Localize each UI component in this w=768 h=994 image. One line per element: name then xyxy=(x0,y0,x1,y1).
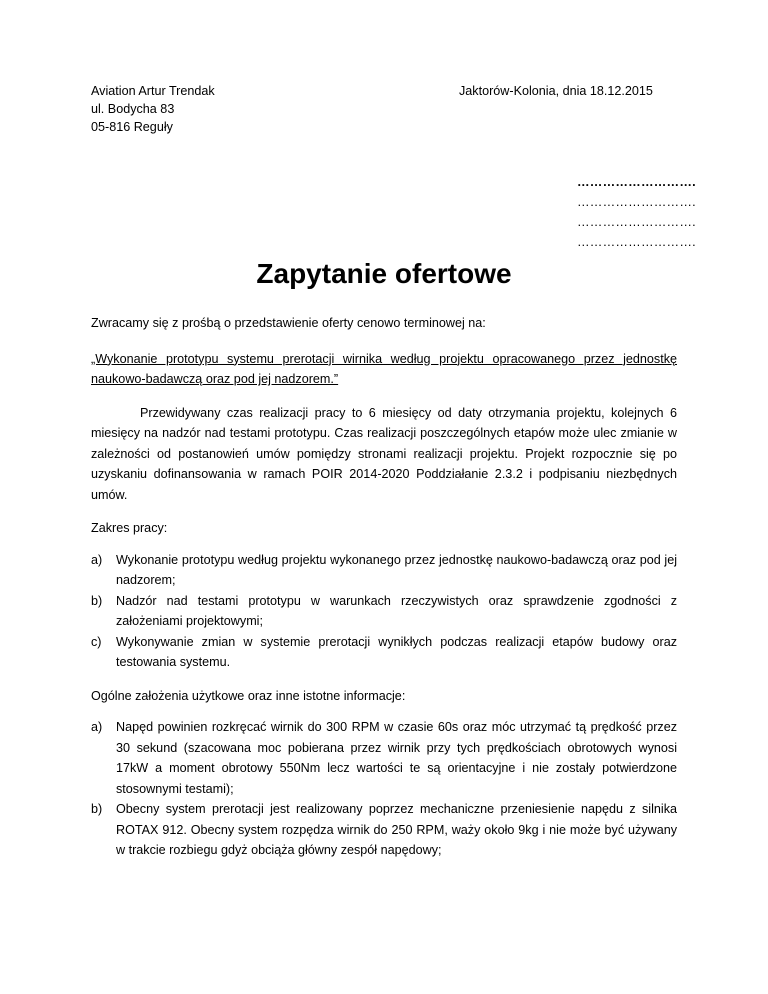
document-body xyxy=(91,313,677,874)
list-item xyxy=(91,717,677,799)
list-marker: b) xyxy=(91,593,103,608)
assumptions-list xyxy=(91,717,677,861)
list-marker: a) xyxy=(91,720,103,734)
recipient-line: ………………………. xyxy=(577,175,696,189)
subject-paragraph: „Wykonanie prototypu systemu prerotacji wirnika według projektu opracowanego przez jednostkę naukowo-badawczą oraz pod jej nadzorem.” xyxy=(91,351,677,386)
list-item-text: Obecny system prerotacji jest realizowany poprzez mechaniczne przeniesienie napędu z silnika ROTAX 912. Obecny system rozpędza wirnik do 250 RPM, waży około 9kg i nie może być używany w trakcie rozbiegu gdyż obciąża główny zespół napędowy; xyxy=(116,802,677,857)
sender-name: Aviation Artur Trendak xyxy=(91,84,215,98)
sender-street: ul. Bodycha 83 xyxy=(91,102,175,116)
list-item-text: Wykonywanie zmian w systemie prerotacji wynikłych podczas realizacji etapów budowy oraz testowania systemu. xyxy=(116,634,677,669)
list-item xyxy=(91,632,677,673)
assumptions-label: Ogólne założenia użytkowe oraz inne istotne informacje: xyxy=(91,688,406,703)
sender-address xyxy=(91,82,215,136)
description-paragraph: Przewidywany czas realizacji pracy to 6 miesięcy od daty otrzymania projektu, kolejnych 6 miesięcy na nadzór nad testami prototypu. Czas realizacji poszczególnych etapów może ulec zmianie w zależności od postanowień umów pomiędzy stronami realizacji projektu. Projekt rozpocznie się po uzyskaniu dofinansowania w ramach POIR 2014-2020 Poddziałanie 2.3.2 i podpisaniu niezbędnych umów. xyxy=(91,405,677,502)
intro-paragraph: Zwracamy się z prośbą o przedstawienie oferty cenowo terminowej na: xyxy=(91,316,486,330)
list-marker: b) xyxy=(91,802,103,816)
list-item xyxy=(91,799,677,861)
list-item-text: Wykonanie prototypu według projektu wykonanego przez jednostkę naukowo-badawczą oraz pod jej nadzorem; xyxy=(116,552,677,587)
list-marker: a) xyxy=(91,552,103,567)
recipient-placeholder xyxy=(577,172,696,252)
recipient-line: ………………………. xyxy=(577,215,696,229)
list-item xyxy=(91,591,677,632)
scope-list xyxy=(91,550,677,673)
list-marker: c) xyxy=(91,634,102,649)
list-item-text: Nadzór nad testami prototypu w warunkach rzeczywistych oraz sprawdzenie zgodności z założeniami projektowymi; xyxy=(116,593,677,628)
list-item-text: Napęd powinien rozkręcać wirnik do 300 RPM w czasie 60s oraz móc utrzymać tą prędkość przez 30 sekund (szacowana moc pobierana przez wirnik przy tych prędkościach obrotowych wynosi 17kW a moment obrotowy 550Nm lecz wartości te są orientacyjne i nie zostały potwierdzone stosownymi testami); xyxy=(116,720,677,796)
list-item xyxy=(91,550,677,591)
document-title: Zapytanie ofertowe xyxy=(256,258,512,289)
recipient-line: ………………………. xyxy=(577,195,696,209)
place-and-date: Jaktorów-Kolonia, dnia 18.12.2015 xyxy=(459,84,653,98)
scope-label: Zakres pracy: xyxy=(91,521,168,535)
recipient-line: ………………………. xyxy=(577,235,696,249)
sender-city: 05-816 Reguły xyxy=(91,120,173,134)
